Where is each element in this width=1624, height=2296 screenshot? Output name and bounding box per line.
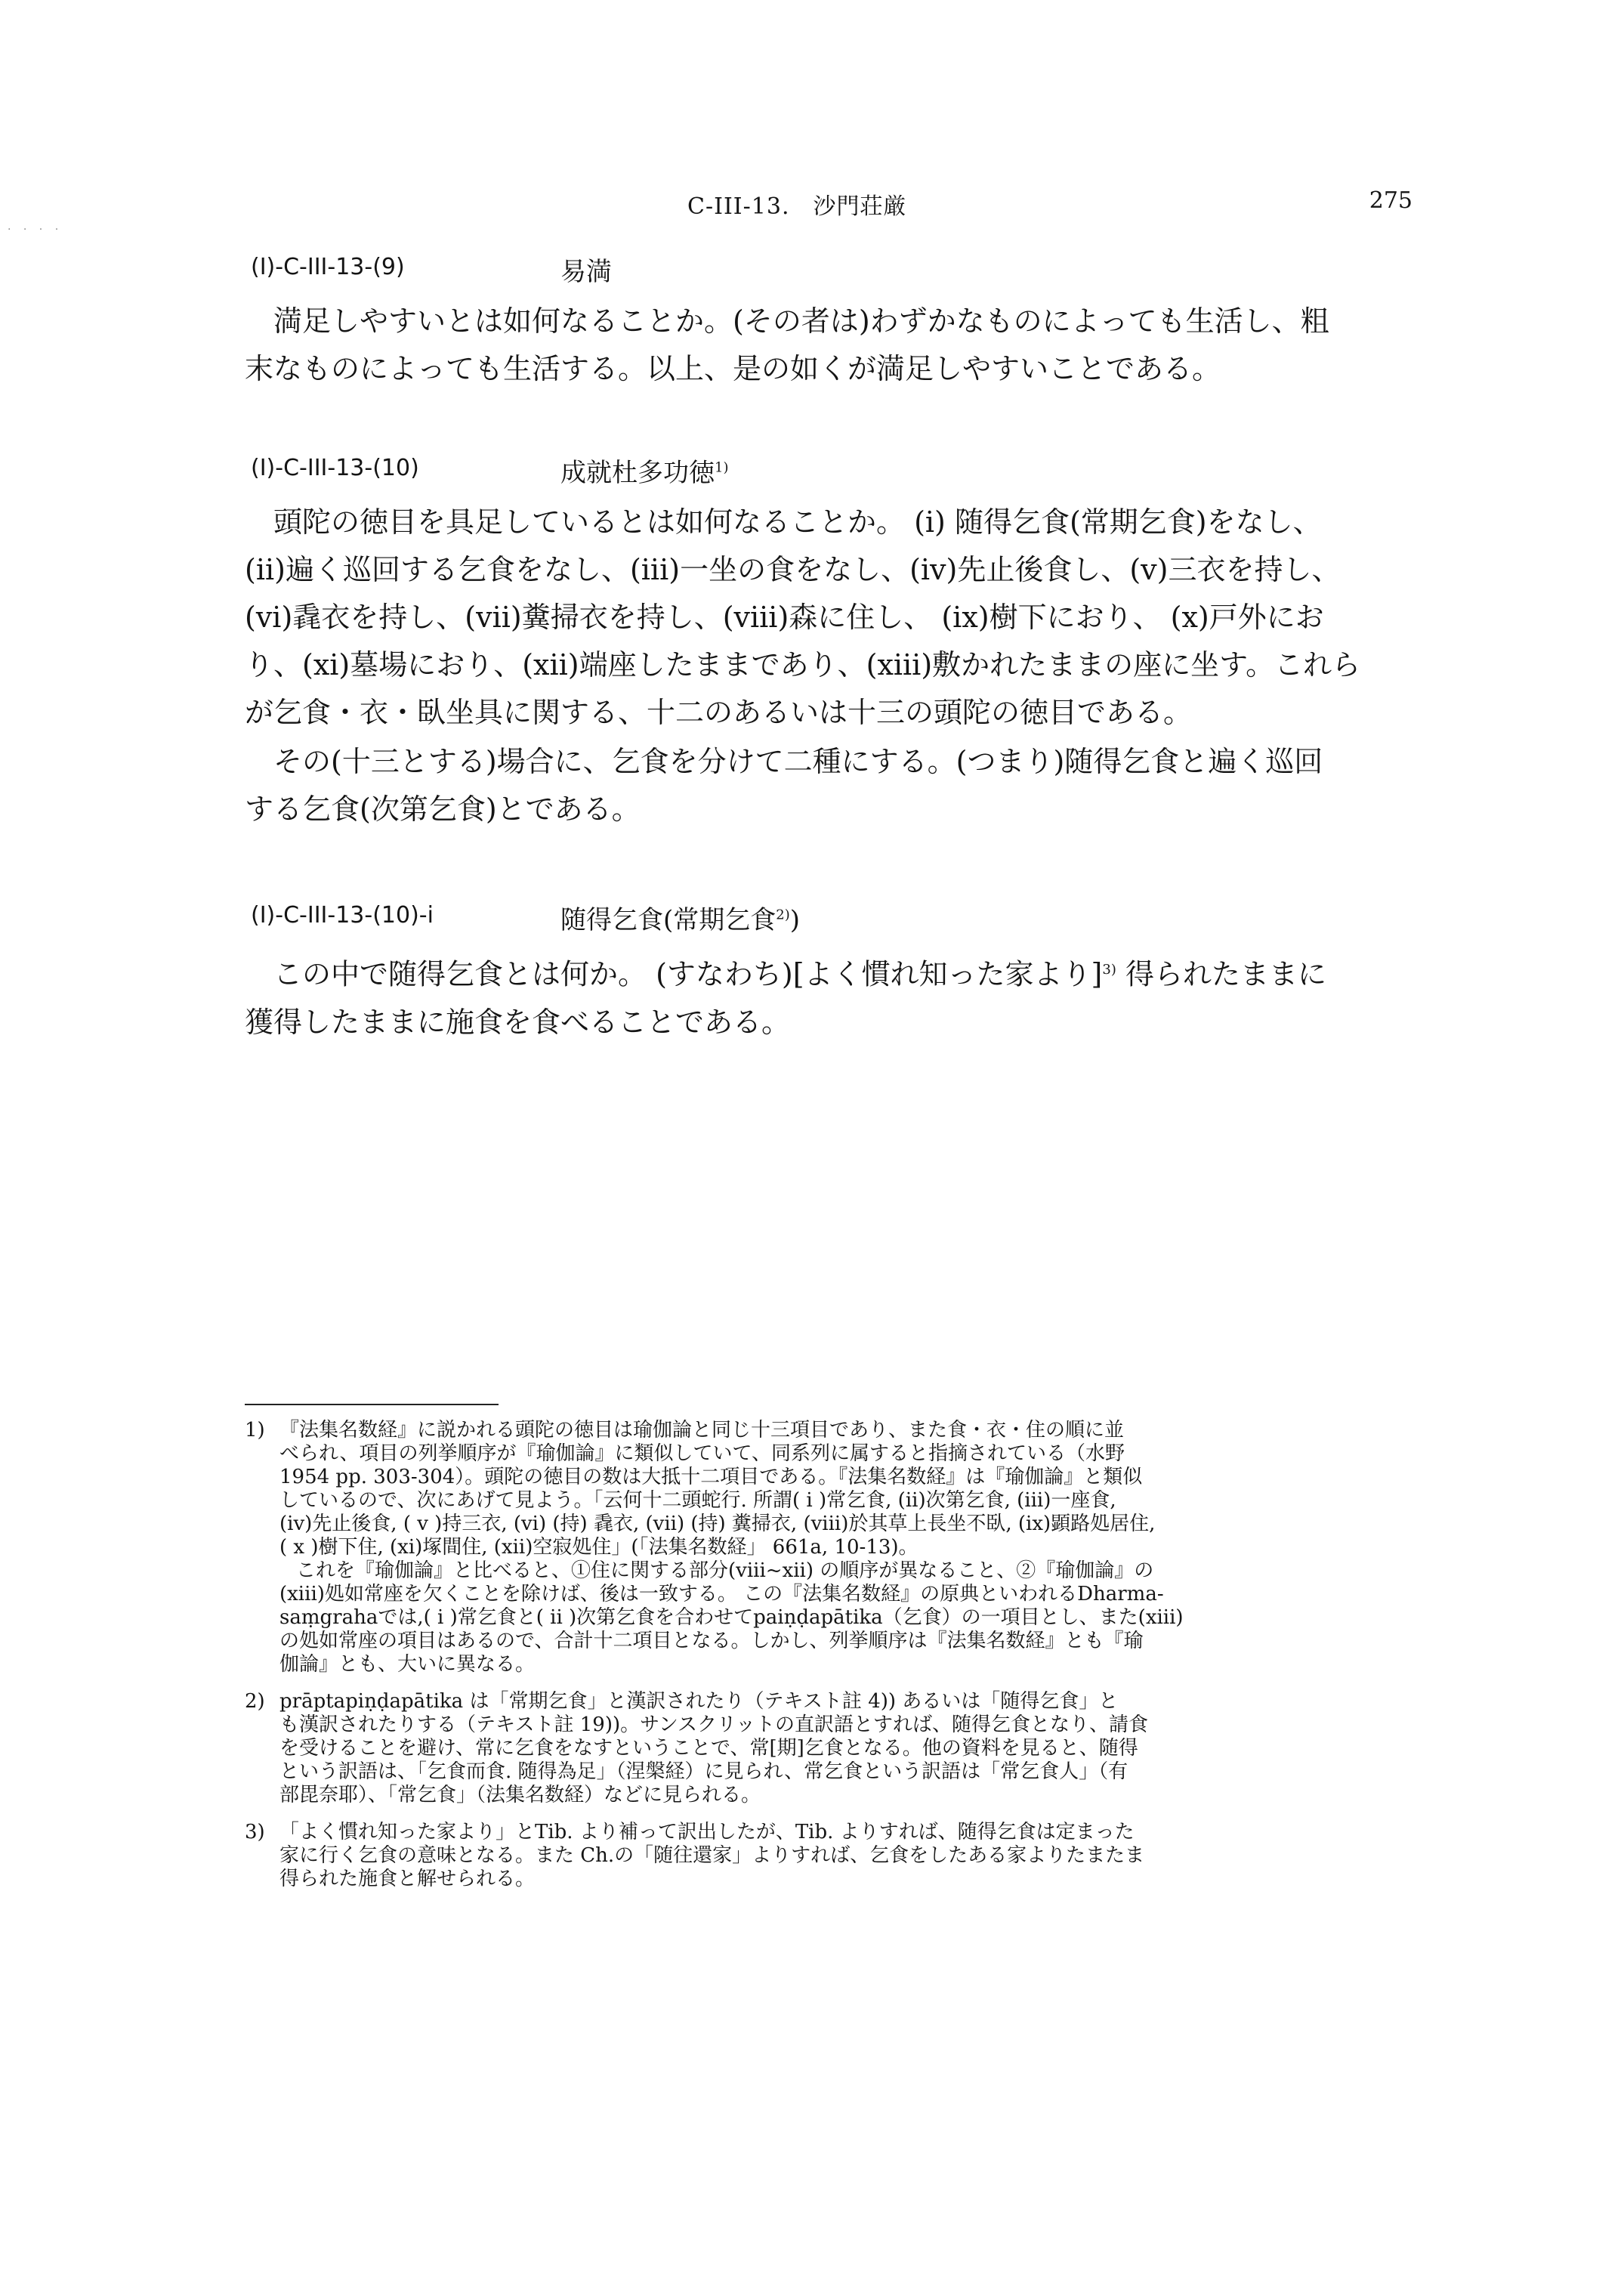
- text-line: 末なものによっても生活する。以上、是の如くが満足しやすいことである。: [245, 352, 1221, 385]
- section-10-i: [245, 896, 1416, 1046]
- footnote-line: 「よく慣れ知った家より」とTib. より補って訳出したが、Tib. よりすれば、随得乞食は定まった: [279, 1821, 1135, 1843]
- text-line: その(十三とする)場合に、乞食を分けて二種にする。(つまり)随得乞食と遍く巡回: [273, 745, 1323, 778]
- text-line: (vi)毳衣を持し、(vii)糞掃衣を持し、(viii)森に住し、 (ix)樹下におり、 (x)戸外にお: [245, 601, 1324, 634]
- footnote-line: 伽論』とも、大いに異なる。: [279, 1653, 536, 1676]
- section-title: 易満: [560, 257, 612, 287]
- footnote-line: の処如常座の項目はあるので、合計十二項目となる。しかし、列挙順序は『法集名数経』とも『瑜: [279, 1630, 1144, 1652]
- section-heading: [245, 248, 1416, 298]
- footnote-ref: 1): [715, 459, 729, 476]
- section-paragraph: [245, 946, 1397, 1046]
- footnote-line: という訳語は、「乞食而食. 随得為足」（涅槃経）に見られ、常乞食という訳語は「常乞食人」（有: [279, 1760, 1128, 1783]
- section-title-text: 随得乞食(常期乞食: [560, 905, 776, 935]
- text-line: 満足しやすいとは如何なることか。(その者は)わずかなものによっても生活し、粗: [273, 304, 1329, 338]
- footnote: [245, 1419, 1408, 1676]
- section-title-text: 成就杜多功徳: [560, 458, 715, 488]
- section-title: [560, 452, 728, 489]
- footnote-line: prāptapiṇḍapātika は「常期乞食」と漢訳されたり（テキスト註 4)) あるいは「随得乞食」と: [279, 1690, 1119, 1713]
- text-line: [245, 946, 1397, 999]
- footnote-ref: 2): [776, 907, 790, 923]
- footnote-body: [279, 1821, 1408, 1891]
- footnote-line: (xiii)処如常座を欠くことを除けば、後は一致する。 この『法集名数経』の原典といわれるDharma-: [279, 1583, 1164, 1605]
- running-head-title: C-III-13. 沙門荘厳: [687, 193, 907, 220]
- text-line: する乞食(次第乞食)とである。: [245, 793, 641, 826]
- footnote-line: べられ、項目の列挙順序が『瑜伽論』に類似していて、同系列に属すると指摘されている（水野: [279, 1442, 1125, 1465]
- footnote-line: 部毘奈耶）、「常乞食」（法集名数経）などに見られる。: [279, 1784, 761, 1806]
- footnote: [245, 1690, 1408, 1807]
- section-id: (I)-C-III-13-(10)-i: [251, 902, 434, 929]
- text-line: 獲得したままに施食を食べることである。: [245, 1005, 791, 1039]
- footnote-number: 2): [245, 1690, 265, 1713]
- footnotes: [245, 1419, 1408, 1905]
- section-paragraph: [245, 298, 1397, 393]
- footnote-body: [279, 1419, 1408, 1676]
- footnote-line: を受けることを避け、常に乞食をなすということで、常[期]乞食となる。他の資料を見ると、随得: [279, 1737, 1138, 1760]
- footnote-line: これを『瑜伽論』と比べると、①住に関する部分(viii~xii) の順序が異なること、②『瑜伽論』の: [296, 1559, 1154, 1582]
- footnote-rule: [245, 1404, 499, 1405]
- section-9: [245, 248, 1416, 393]
- footnote-line: しているので、次にあげて見よう。「云何十二頭蛇行. 所謂( i )常乞食, (ii)次第乞食, (iii)一座食,: [279, 1489, 1116, 1512]
- text-line: (ii)遍く巡回する乞食をなし、(iii)一坐の食をなし、(iv)先止後食し、(v)三衣を持し、: [245, 553, 1341, 586]
- footnote-line: ( x )樹下住, (xi)塚間住, (xii)空寂処住」(「法集名数経」 661a, 10-13)。: [279, 1536, 919, 1559]
- section-id: (I)-C-III-13-(10): [251, 455, 419, 481]
- page-number: 275: [1369, 187, 1413, 214]
- footnote-body: [279, 1690, 1408, 1807]
- footnote: [245, 1821, 1408, 1891]
- footnote-number: 1): [245, 1419, 265, 1442]
- section-title-close: ): [789, 905, 801, 935]
- section-10: [245, 449, 1416, 833]
- text-line-part: この中で随得乞食とは何か。 (すなわち)[よく慣れ知った家より]: [273, 957, 1103, 991]
- footnote-line: 得られた施食と解せられる。: [279, 1868, 536, 1890]
- footnote-line: saṃgrahaでは,( i )常乞食と( ii )次第乞食を合わせてpaiṇḍapātika（乞食）の一項目とし、また(xiii): [279, 1606, 1184, 1629]
- text-line: が乞食・衣・臥坐具に関する、十二のあるいは十三の頭陀の徳目である。: [245, 696, 1193, 729]
- text-line: 頭陀の徳目を具足しているとは如何なることか。 (i) 随得乞食(常期乞食)をなし、: [273, 505, 1322, 539]
- section-heading: [245, 896, 1416, 946]
- footnote-line: も漢訳されたりする（テキスト註 19))。サンスクリットの直訳語とすれば、随得乞食となり、請食: [279, 1714, 1148, 1736]
- section-paragraph: [245, 499, 1397, 737]
- footnote-number: 3): [245, 1821, 265, 1843]
- text-line: り、(xi)墓場におり、(xii)端座したままであり、(xiii)敷かれたままの座に坐す。これら: [245, 648, 1361, 681]
- footnote-line: (iv)先止後食, ( v )持三衣, (vi) (持) 毳衣, (vii) (持) 糞掃衣, (viii)於其草上長坐不臥, (ix)顕路処居住,: [279, 1513, 1156, 1535]
- footnote-line: 家に行く乞食の意味となる。また Ch.の「随往還家」よりすれば、乞食をしたある家よりたまたま: [279, 1844, 1145, 1867]
- footnote-line: 『法集名数経』に説かれる頭陀の徳目は瑜伽論と同じ十三項目であり、また食・衣・住の順に並: [279, 1419, 1125, 1442]
- section-title: [560, 899, 800, 936]
- section-heading: [245, 449, 1416, 499]
- section-paragraph: [245, 738, 1397, 833]
- footnote-ref: 3): [1102, 962, 1116, 978]
- running-head: [242, 187, 1413, 225]
- scan-artifact: . . . .: [8, 221, 63, 233]
- footnote-line: 1954 pp. 303-304）。頭陀の徳目の数は大抵十二項目である。『法集名数経』は『瑜伽論』と類似: [279, 1466, 1143, 1488]
- section-id: (I)-C-III-13-(9): [251, 254, 405, 280]
- text-line-part: 得られたままに: [1116, 957, 1326, 991]
